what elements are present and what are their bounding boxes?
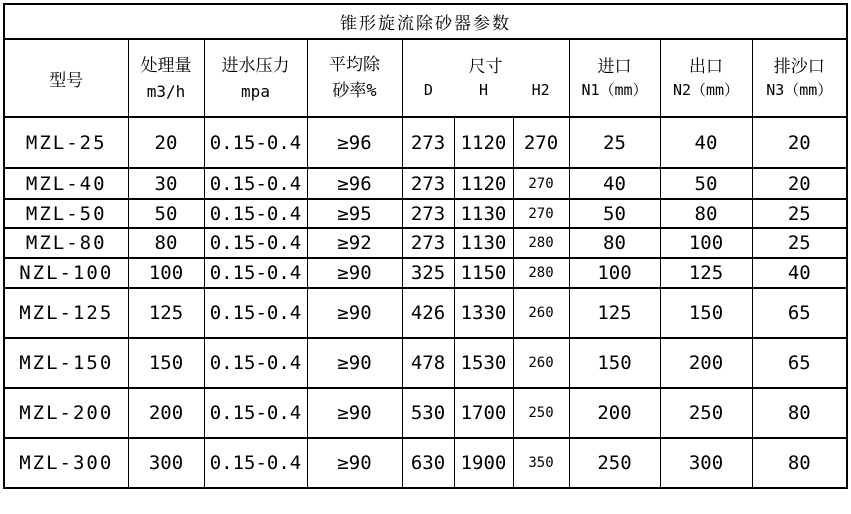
cell-pressure: 0.15-0.4 — [204, 258, 307, 288]
cell-h2: 350 — [513, 438, 569, 488]
cell-h2: 280 — [513, 258, 569, 288]
cell-capacity: 20 — [128, 117, 204, 168]
cell-d: 273 — [402, 199, 454, 228]
cell-n2: 150 — [660, 288, 752, 338]
cell-removal: ≥90 — [307, 438, 402, 488]
header-pressure-unit: mpa — [241, 81, 270, 101]
cell-n2: 125 — [660, 258, 752, 288]
table-row — [4, 338, 847, 388]
header-dimensions-label: 尺寸 — [468, 56, 503, 77]
table-title: 锥形旋流除砂器参数 — [4, 4, 847, 39]
cell-d: 530 — [402, 388, 454, 438]
cell-capacity: 80 — [128, 228, 204, 258]
cell-h2: 250 — [513, 388, 569, 438]
cell-h2: 270 — [513, 117, 569, 168]
cell-h2: 260 — [513, 338, 569, 388]
header-removal-rate — [307, 39, 402, 117]
header-pressure-cn: 进水压力 — [221, 56, 290, 77]
cell-pressure: 0.15-0.4 — [204, 288, 307, 338]
cell-removal: ≥96 — [307, 168, 402, 199]
cell-n1: 125 — [569, 288, 660, 338]
cell-n3: 80 — [752, 388, 847, 438]
cell-h: 1900 — [454, 438, 513, 488]
header-pressure — [204, 39, 307, 117]
cell-n2: 250 — [660, 388, 752, 438]
table-row — [4, 388, 847, 438]
cell-d: 325 — [402, 258, 454, 288]
cell-n3: 80 — [752, 438, 847, 488]
cell-capacity: 100 — [128, 258, 204, 288]
header-outlet-cn: 出口 — [689, 56, 723, 77]
cell-pressure: 0.15-0.4 — [204, 199, 307, 228]
cell-pressure: 0.15-0.4 — [204, 168, 307, 199]
cell-n1: 200 — [569, 388, 660, 438]
cell-removal: ≥92 — [307, 228, 402, 258]
cell-n2: 40 — [660, 117, 752, 168]
cell-d: 273 — [402, 168, 454, 199]
cell-n3: 25 — [752, 228, 847, 258]
header-outlet — [660, 39, 752, 117]
cell-h2: 270 — [513, 168, 569, 199]
header-capacity-cn: 处理量 — [140, 56, 192, 77]
cell-n1: 250 — [569, 438, 660, 488]
cell-h2: 280 — [513, 228, 569, 258]
cell-h: 1530 — [454, 338, 513, 388]
table-row — [4, 438, 847, 488]
header-dim-h: H — [478, 81, 489, 100]
cell-h: 1150 — [454, 258, 513, 288]
header-dim-d: D — [423, 81, 433, 100]
cell-n1: 50 — [569, 199, 660, 228]
cell-model: NZL-100 — [4, 258, 128, 288]
cell-capacity: 30 — [128, 168, 204, 199]
header-model: 型号 — [4, 39, 128, 117]
cell-model: MZL-300 — [4, 438, 128, 488]
cell-model: MZL-50 — [4, 199, 128, 228]
header-inlet-cn: 进口 — [597, 56, 632, 77]
table-row — [4, 228, 847, 258]
cell-n3: 25 — [752, 199, 847, 228]
cell-d: 273 — [402, 117, 454, 168]
cell-pressure: 0.15-0.4 — [204, 438, 307, 488]
cell-h: 1330 — [454, 288, 513, 338]
cell-h2: 270 — [513, 199, 569, 228]
header-capacity — [128, 39, 204, 117]
cell-removal: ≥96 — [307, 117, 402, 168]
cell-pressure: 0.15-0.4 — [204, 388, 307, 438]
cell-h: 1120 — [454, 168, 513, 199]
header-sand-outlet — [752, 39, 847, 117]
cell-h: 1130 — [454, 228, 513, 258]
cell-pressure: 0.15-0.4 — [204, 228, 307, 258]
cell-n1: 25 — [569, 117, 660, 168]
cell-model: MZL-125 — [4, 288, 128, 338]
cell-h: 1120 — [454, 117, 513, 168]
header-removal-line2: 砂率% — [332, 81, 377, 101]
header-dimensions — [402, 39, 569, 117]
title-row — [4, 4, 847, 39]
cell-n1: 40 — [569, 168, 660, 199]
cell-capacity: 300 — [128, 438, 204, 488]
cell-n1: 80 — [569, 228, 660, 258]
cell-model: MZL-40 — [4, 168, 128, 199]
cell-n2: 300 — [660, 438, 752, 488]
cell-n3: 65 — [752, 288, 847, 338]
cell-pressure: 0.15-0.4 — [204, 117, 307, 168]
cell-removal: ≥90 — [307, 288, 402, 338]
cell-d: 426 — [402, 288, 454, 338]
cell-h2: 260 — [513, 288, 569, 338]
header-sand-outlet-size: N3（mm） — [766, 81, 833, 100]
table-row — [4, 117, 847, 168]
cell-removal: ≥90 — [307, 388, 402, 438]
cell-h: 1700 — [454, 388, 513, 438]
table-row — [4, 258, 847, 288]
cell-n2: 200 — [660, 338, 752, 388]
cell-n2: 50 — [660, 168, 752, 199]
cell-d: 478 — [402, 338, 454, 388]
cell-removal: ≥95 — [307, 199, 402, 228]
page — [0, 3, 851, 514]
cell-model: MZL-150 — [4, 338, 128, 388]
header-inlet — [569, 39, 660, 117]
cell-capacity: 150 — [128, 338, 204, 388]
cell-d: 273 — [402, 228, 454, 258]
header-row — [4, 39, 847, 117]
header-removal-line1: 平均除 — [329, 54, 380, 75]
header-dimensions-sublabels — [403, 80, 569, 102]
cell-removal: ≥90 — [307, 258, 402, 288]
cell-model: MZL-200 — [4, 388, 128, 438]
header-capacity-unit: m3/h — [146, 81, 186, 101]
parameters-table — [3, 3, 848, 489]
cell-n3: 65 — [752, 338, 847, 388]
cell-n3: 40 — [752, 258, 847, 288]
cell-pressure: 0.15-0.4 — [204, 338, 307, 388]
header-inlet-size: N1（mm） — [581, 81, 648, 100]
cell-n1: 150 — [569, 338, 660, 388]
cell-model: MZL-25 — [4, 117, 128, 168]
cell-n1: 100 — [569, 258, 660, 288]
header-dim-h2: H2 — [531, 81, 550, 100]
cell-removal: ≥90 — [307, 338, 402, 388]
cell-capacity: 50 — [128, 199, 204, 228]
cell-capacity: 200 — [128, 388, 204, 438]
table-row — [4, 288, 847, 338]
cell-model: MZL-80 — [4, 228, 128, 258]
table-row — [4, 168, 847, 199]
cell-capacity: 125 — [128, 288, 204, 338]
cell-h: 1130 — [454, 199, 513, 228]
cell-d: 630 — [402, 438, 454, 488]
cell-n3: 20 — [752, 168, 847, 199]
cell-n3: 20 — [752, 117, 847, 168]
table-row — [4, 199, 847, 228]
header-outlet-size: N2（mm） — [672, 81, 740, 100]
header-sand-outlet-cn: 排沙口 — [773, 56, 825, 77]
cell-n2: 80 — [660, 199, 752, 228]
cell-n2: 100 — [660, 228, 752, 258]
